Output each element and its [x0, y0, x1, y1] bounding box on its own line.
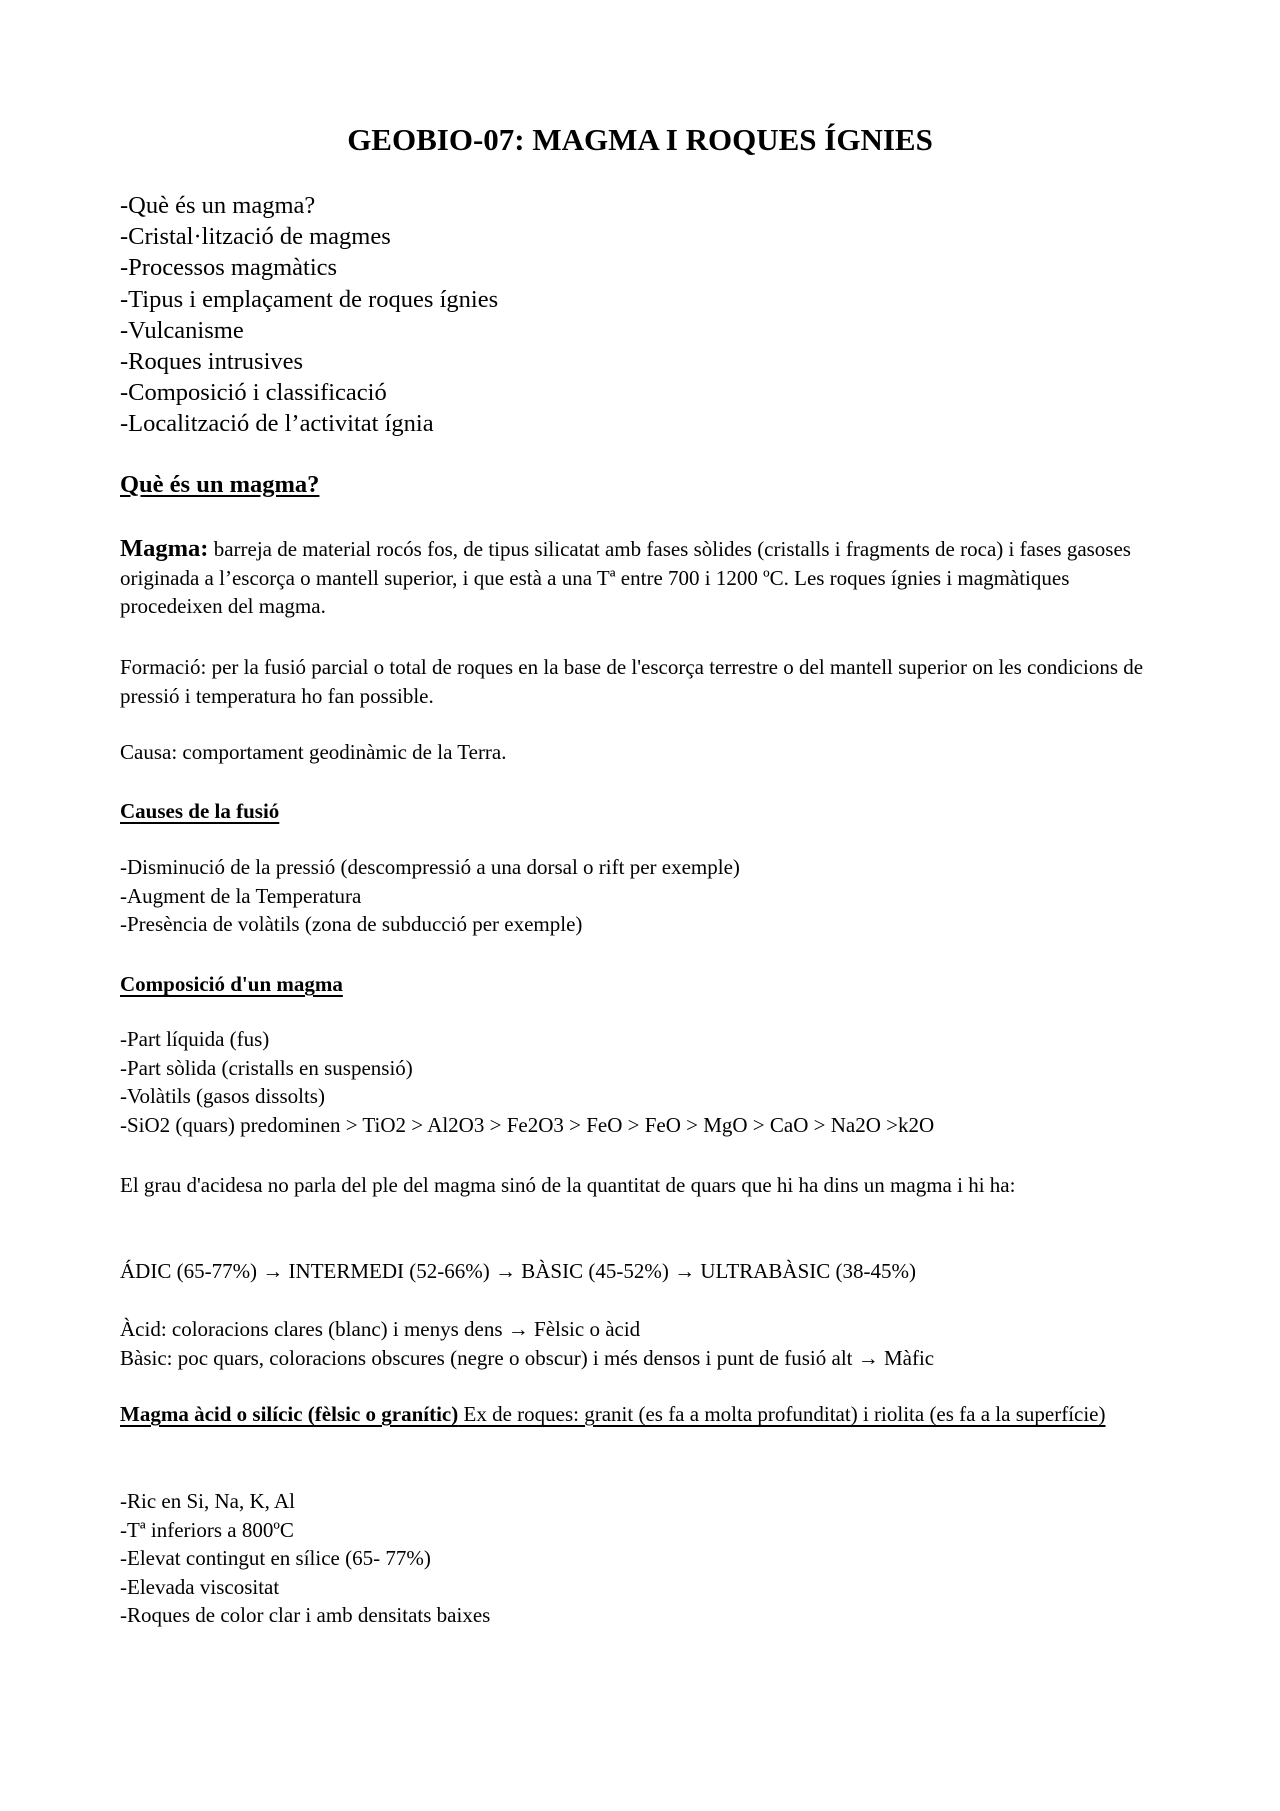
toc-item: -Processos magmàtics	[120, 254, 338, 282]
list-item: -Ric en Si, Na, K, Al	[120, 1489, 295, 1513]
section-heading-que-es-un-magma: Què és un magma?	[120, 471, 320, 498]
list-item: -SiO2 (quars) predominen > TiO2 > Al2O3 > Fe2O3 > FeO > FeO > MgO > CaO > Na2O >k2O	[120, 1112, 935, 1137]
list-item: -Presència de volàtils (zona de subducció per exemple)	[120, 912, 583, 936]
toc-item: -Vulcanisme	[120, 316, 244, 344]
list-item: -Volàtils (gasos dissolts)	[120, 1084, 325, 1108]
acid-magma-heading-line	[120, 1400, 1165, 1429]
acidesa-paragraph: El grau d'acidesa no parla del ple del magma sinó de la quantitat de quars que hi ha dins un magma i hi ha:	[120, 1173, 1016, 1197]
toc-item: -Roques intrusives	[120, 348, 304, 376]
list-item: -Augment de la Temperatura	[120, 883, 362, 908]
toc-item: -Composició i classificació	[120, 379, 387, 407]
list-item: -Elevat contingut en sílice (65- 77%)	[120, 1546, 431, 1570]
toc-item: -Cristal·lització de magmes	[120, 223, 391, 251]
toc-item: -Localització de l’activitat ígnia	[120, 410, 434, 438]
section-heading-causes: Causes de la fusió	[120, 799, 280, 823]
table-of-contents	[120, 190, 498, 440]
formacio-paragraph: Formació: per la fusió parcial o total de roques en la base de l'escorça terrestre o del mantell superior on les condicions de pressió i temperatura ho fan possible.	[120, 655, 1144, 708]
magma-definition-text: barreja de material rocós fos, de tipus silicatat amb fases sòlides (cristalls i fragments de roca) i fases gasoses originada a l’escorça o mantell superior, i que està a una Tª entre 700 i 1200 ºC. Les roques ígnies i magmàtiques procedeixen del magma.	[120, 537, 1131, 618]
list-item: -Roques de color clar i amb densitats baixes	[120, 1603, 491, 1627]
list-item: -Part sòlida (cristalls en suspensió)	[120, 1055, 413, 1080]
list-item: -Tª inferiors a 800ºC	[120, 1517, 294, 1542]
list-item: -Disminució de la pressió (descompressió a una dorsal o rift per exemple)	[120, 855, 740, 879]
section-heading-acid-magma: Magma àcid o silícic (fèlsic o granític)	[120, 1402, 459, 1426]
magma-term: Magma:	[120, 535, 209, 562]
magma-definition	[120, 535, 1165, 621]
acid-line: Àcid: coloracions clares (blanc) i menys dens → Fèlsic o àcid	[120, 1317, 641, 1341]
acidesa-scale: ÁDIC (65-77%) → INTERMEDI (52-66%) → BÀSIC (45-52%) → ULTRABÀSIC (38-45%)	[120, 1259, 916, 1283]
list-item: -Elevada viscositat	[120, 1574, 280, 1599]
basic-line: Bàsic: poc quars, coloracions obscures (negre o obscur) i més densos i punt de fusió alt → Màfic	[120, 1345, 935, 1370]
composicio-list	[120, 1025, 1165, 1139]
acid-magma-examples: Ex de roques: granit (es fa a molta profunditat) i riolita (es fa a la superfície)	[458, 1402, 1106, 1426]
acid-basic-lines	[120, 1315, 1165, 1372]
page-title: GEOBIO-07: MAGMA I ROQUES ÍGNIES	[347, 122, 933, 157]
section-heading-composicio: Composició d'un magma	[120, 972, 343, 996]
list-item: -Part líquida (fus)	[120, 1027, 270, 1051]
toc-item: -Què és un magma?	[120, 192, 316, 219]
acid-magma-list	[120, 1487, 1165, 1630]
causes-list	[120, 853, 1165, 939]
causa-paragraph: Causa: comportament geodinàmic de la Terra.	[120, 740, 507, 764]
toc-item: -Tipus i emplaçament de roques ígnies	[120, 285, 499, 313]
